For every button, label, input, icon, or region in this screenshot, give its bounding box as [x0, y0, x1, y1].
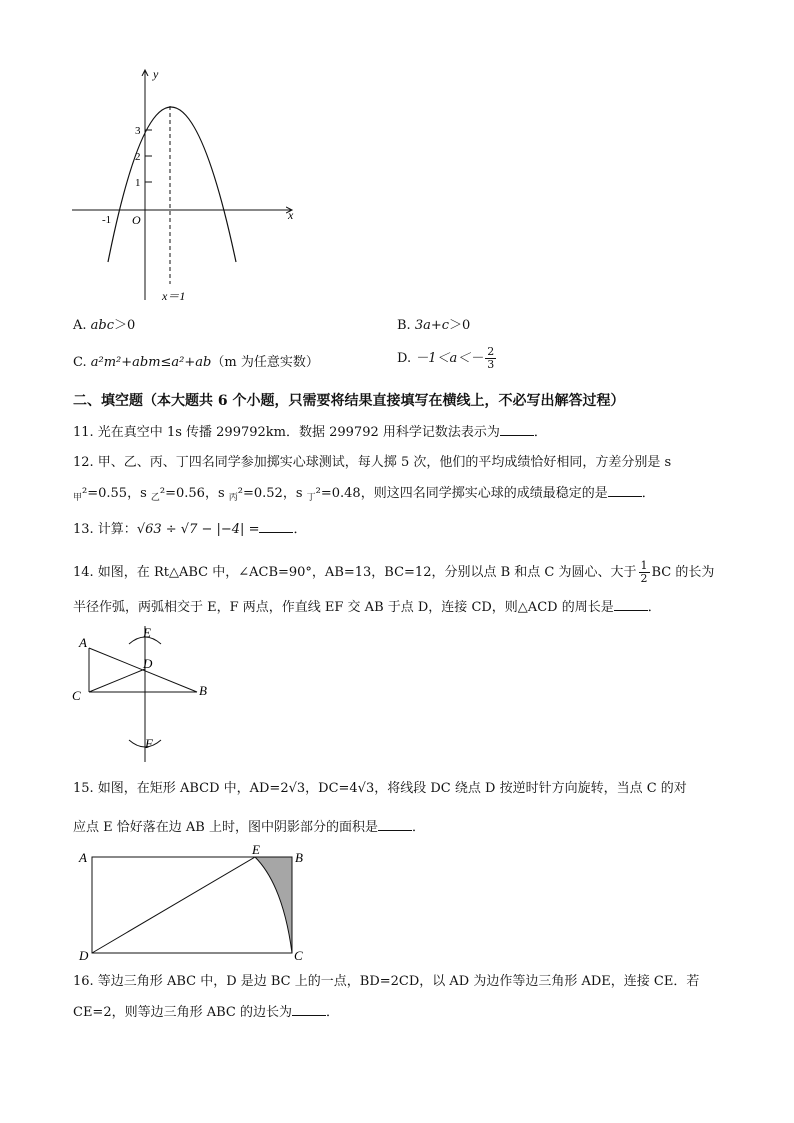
question-15-line2	[73, 818, 425, 837]
label-c: C	[72, 688, 81, 703]
question-14-line1	[73, 560, 714, 585]
symmetry-axis-label: x＝1	[162, 289, 186, 303]
q14-line2: 半径作弧，两弧相交于 E，F 两点，作直线 EF 交 AB 于点 D，连接 CD，则△ACD 的周长是	[73, 600, 614, 615]
label-a: A	[79, 635, 87, 650]
question-12-line2	[73, 484, 655, 507]
parabola-curve	[108, 107, 236, 262]
triangle-figure	[65, 620, 225, 770]
q12-val-bing: ²=0.52，s	[237, 486, 307, 501]
q16-end: ．	[326, 1005, 340, 1020]
question-13	[73, 520, 306, 539]
option-d-math: －1＜a＜－	[415, 351, 484, 366]
segment-cd	[89, 669, 145, 692]
question-16-line2	[73, 1003, 339, 1022]
section-title: 二、填空题（本大题共 6 个小题，只需要将结果直接填写在横线上，不必写出解答过程）	[73, 393, 625, 409]
q11-end: ．	[533, 425, 547, 440]
q15-end: ．	[411, 820, 425, 835]
q14-fraction	[639, 560, 650, 585]
q15-blank	[378, 818, 412, 831]
option-d-num: 2	[487, 345, 495, 358]
q12-val-yi: ²=0.56，s	[159, 486, 229, 501]
q11-blank	[500, 423, 534, 436]
q14-line1a: 14. 如图，在 Rt△ABC 中，∠ACB=90°，AB=13，BC=12，分别以点 B 和点 C 为圆心、大于	[73, 565, 637, 580]
label-d: D	[79, 948, 89, 963]
q11-text: 11. 光在真空中 1s 传播 299792km．数据 299792 用科学记数法表示为	[73, 425, 500, 440]
label-2: 2	[135, 151, 141, 163]
option-b-math: 3a+c	[414, 318, 450, 333]
label-c: C	[294, 948, 303, 963]
q12-sub-bing: 丙	[228, 493, 238, 503]
q13-blank	[259, 520, 293, 533]
label-neg1: -1	[102, 214, 112, 226]
question-12-line1: 12. 甲、乙、丙、丁四名同学参加掷实心球测试，每人掷 5 次，他们的平均成绩恰好相同，方差分别是 s	[73, 455, 672, 470]
label-b: B	[295, 850, 303, 865]
q13-prefix: 13. 计算：	[73, 522, 137, 537]
q12-val-jia: ²=0.55，s	[82, 486, 151, 501]
q16-line2: CE=2，则等边三角形 ABC 的边长为	[73, 1005, 292, 1020]
option-a-prefix: A.	[73, 318, 91, 333]
q13-expr: √63 ÷ √7 − |−4| =	[136, 522, 260, 537]
y-label: y	[153, 67, 159, 81]
q15-line2: 应点 E 恰好落在边 AB 上时，图中阴影部分的面积是	[73, 820, 378, 835]
option-c-note: （m 为任意实数）	[211, 355, 319, 370]
option-a-math: abc	[90, 318, 115, 333]
label-d: D	[143, 656, 153, 671]
label-b: B	[199, 683, 207, 698]
question-15-line1: 15. 如图，在矩形 ABCD 中，AD=2√3，DC=4√3，将线段 DC 绕点 D 按逆时针方向旋转，当点 C 的对	[73, 781, 687, 796]
x-label: x	[288, 208, 294, 222]
label-e: E	[252, 845, 260, 857]
q12-sub-ding: 丁	[306, 493, 316, 503]
rectangle-abcd	[92, 857, 292, 953]
q12-sub-yi: 乙	[150, 493, 160, 503]
option-b-rel: ＞0	[449, 318, 471, 333]
option-c-math: a²m²+abm≤a²+ab	[90, 355, 212, 370]
option-d	[397, 346, 498, 371]
option-c	[73, 354, 319, 372]
option-c-prefix: C.	[73, 355, 91, 370]
q14-frac-den: 2	[640, 572, 648, 585]
q14-line1b: BC 的长为	[651, 565, 715, 580]
segment-de	[92, 857, 255, 953]
shaded-region	[255, 857, 292, 953]
q13-end: ．	[293, 522, 307, 537]
q14-end: ．	[647, 600, 661, 615]
rectangle-figure	[75, 845, 315, 965]
option-a-rel: ＞0	[114, 318, 136, 333]
question-11	[73, 423, 547, 442]
label-f: F	[145, 736, 153, 751]
label-e: E	[143, 625, 151, 640]
q16-blank	[292, 1003, 326, 1016]
option-d-fraction	[485, 346, 496, 371]
q12-blank	[608, 484, 642, 497]
question-16-line1: 16. 等边三角形 ABC 中，D 是边 BC 上的一点，BD=2CD，以 AD 为边作等边三角形 ADE，连接 CE．若	[73, 974, 700, 989]
option-b-prefix: B.	[397, 318, 415, 333]
option-a	[73, 317, 135, 335]
q14-blank	[614, 598, 648, 611]
origin-label: O	[132, 213, 141, 227]
option-b	[397, 317, 470, 335]
q12-sub-jia: 甲	[73, 493, 83, 503]
question-14-line2	[73, 598, 661, 617]
q14-frac-num: 1	[640, 559, 648, 572]
label-3: 3	[135, 125, 141, 137]
q12-val-ding: ²=0.48，则这四名同学掷实心球的成绩最稳定的是	[315, 486, 608, 501]
label-a: A	[79, 850, 87, 865]
option-d-prefix: D.	[397, 351, 416, 366]
parabola-graph	[60, 62, 310, 307]
label-1: 1	[135, 177, 141, 189]
q12-end: ．	[641, 486, 655, 501]
option-d-den: 3	[487, 358, 495, 371]
